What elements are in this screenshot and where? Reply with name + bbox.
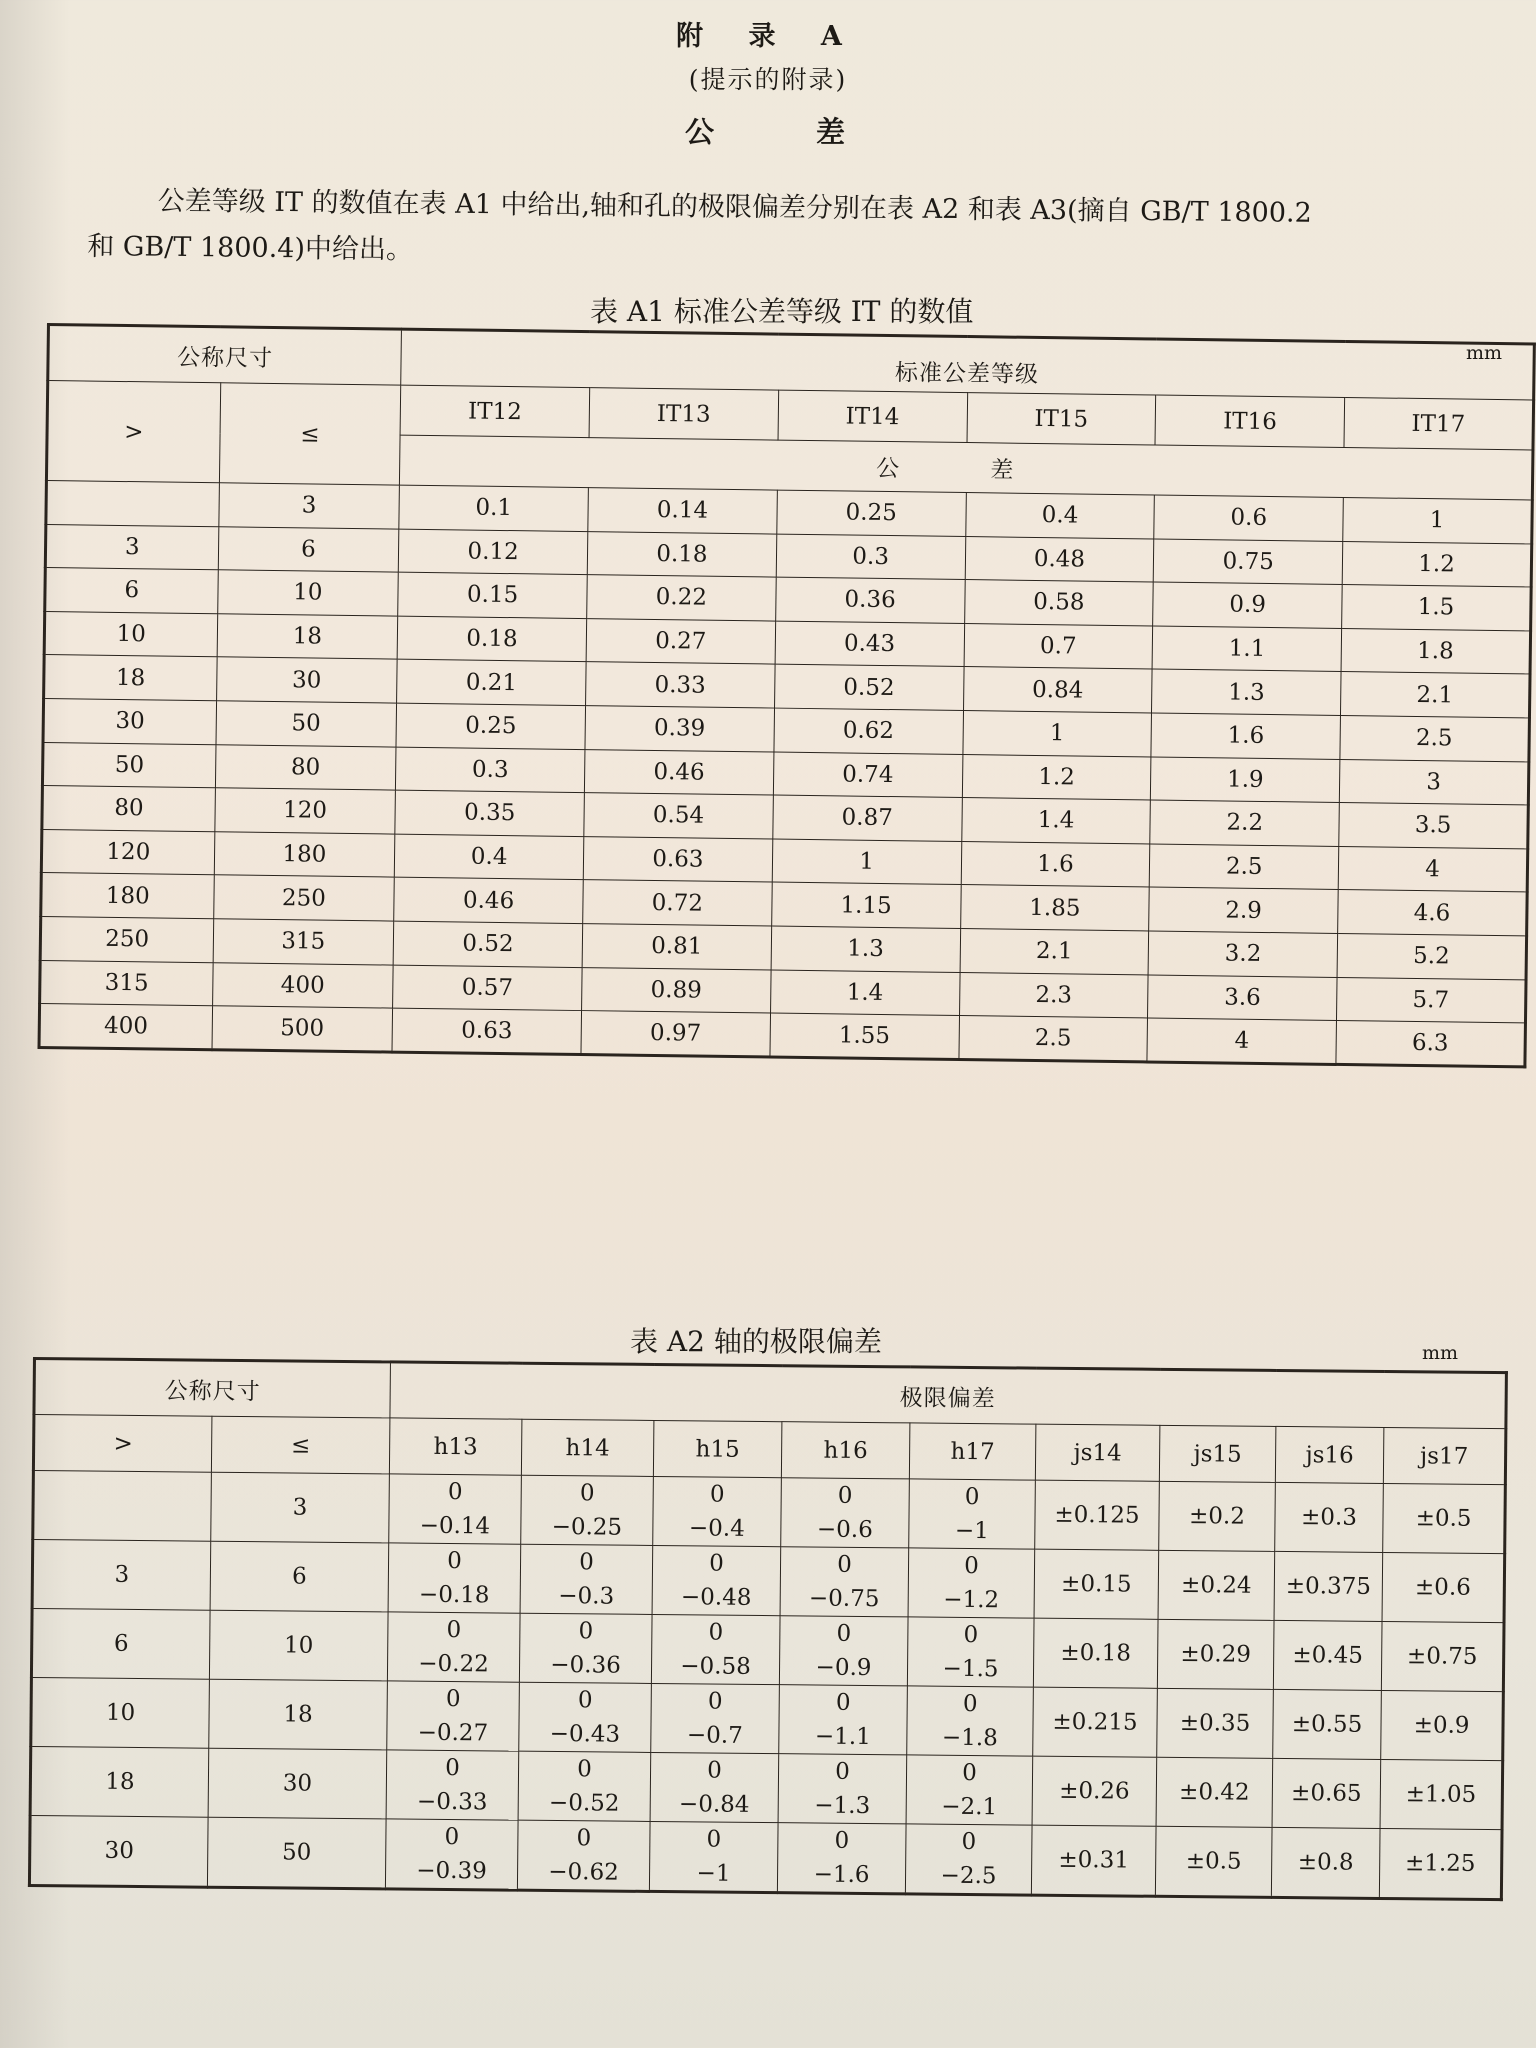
tolerance-cell: 1.15 [771,882,960,928]
size-le-cell: 50 [207,1817,386,1889]
size-gt-cell: 30 [29,1815,208,1887]
deviation-cell [905,1824,1032,1895]
tolerance-cell: 0.12 [398,529,587,575]
tolerance-cell: 0.97 [581,1011,770,1057]
tolerance-cell: 0.14 [588,488,777,534]
intro-paragraph [87,178,1536,286]
col-header-h13: h13 [389,1418,522,1475]
tolerance-cell: 4 [1338,846,1527,892]
tolerance-cell: 1.2 [962,754,1151,800]
intro-line-1: 公差等级 IT 的数值在表 A1 中给出,轴和孔的极限偏差分别在表 A2 和表 A3(摘自 GB/T 1800.2 [157,185,1312,229]
tolerance-cell: 0.6 [1154,495,1343,541]
tolerance-cell: 1.1 [1152,626,1341,672]
upper-deviation: 0 [835,1758,850,1785]
tolerance-cell: 0.1 [399,485,588,531]
upper-deviation: 0 [837,1551,852,1578]
tolerance-cell: 0.3 [776,534,965,580]
upper-deviation: 0 [577,1756,593,1783]
symmetric-deviation-cell: ±0.45 [1273,1620,1382,1690]
tolerance-cell: 2.3 [959,972,1148,1018]
tolerance-cell: 2.1 [960,928,1149,974]
tolerance-cell: 0.33 [586,662,775,708]
le-header: ≤ [219,383,401,485]
tolerance-cell: 3.6 [1148,975,1337,1021]
symmetric-deviation-cell: ±0.26 [1032,1756,1157,1826]
lower-deviation: −0.39 [416,1857,487,1885]
size-gt-cell: 10 [44,611,217,657]
col-header-it16: IT16 [1155,395,1344,447]
tolerance-cell: 0.46 [584,749,773,795]
table-a2 [28,1357,1508,1901]
tolerance-cell: 1.85 [960,885,1149,931]
table-a1-unit: mm [1466,342,1503,364]
upper-deviation: 0 [578,1618,594,1645]
size-gt-cell: 6 [31,1609,210,1680]
table-row [29,1815,1502,1899]
upper-deviation: 0 [708,1619,724,1646]
symmetric-deviation-cell: ±0.5 [1155,1826,1272,1897]
symmetric-deviation-cell: ±0.5 [1383,1483,1506,1553]
lower-deviation: −0.58 [680,1653,751,1680]
size-le-cell: 315 [213,919,394,965]
lower-deviation: −0.33 [416,1788,488,1816]
lower-deviation: −2.5 [940,1862,997,1890]
tolerance-cell: 5.7 [1337,977,1526,1023]
size-gt-cell: 18 [30,1746,209,1817]
deviation-cell [519,1613,652,1683]
upper-deviation: 0 [964,1483,980,1511]
size-le-cell: 250 [213,875,394,921]
size-gt-cell: 3 [32,1540,211,1611]
lower-deviation: −0.75 [808,1585,880,1613]
size-le-cell: 180 [214,831,395,877]
tolerance-cell: 1 [772,839,961,885]
lower-deviation: −1.8 [941,1724,998,1752]
symmetric-deviation-cell: ±0.6 [1382,1552,1505,1622]
deviation-cell [518,1751,651,1821]
upper-deviation: 0 [835,1689,851,1716]
upper-deviation: 0 [579,1549,594,1576]
lower-deviation: −0.22 [418,1650,489,1678]
tolerance-cell: 0.36 [775,577,964,623]
upper-deviation: 0 [962,1759,977,1787]
size-gt-cell: 3 [45,524,218,570]
size-gt-cell: 30 [43,698,216,744]
size-le-cell: 500 [212,1006,393,1052]
symmetric-deviation-cell: ±0.15 [1034,1549,1159,1619]
deviation-cell [907,1617,1034,1687]
symmetric-deviation-cell: ±0.125 [1035,1480,1160,1550]
tolerance-cell: 5.2 [1337,933,1526,979]
tolerance-cell: 0.54 [584,793,773,839]
tolerance-cell: 1.4 [770,970,959,1016]
deviation-cell [909,1479,1036,1549]
tolerance-cell: 2.2 [1150,800,1339,846]
tolerance-cell: 0.63 [392,1008,581,1054]
lower-deviation: −0.52 [548,1789,620,1817]
gt-header: > [46,381,220,483]
tolerance-cell: 1.9 [1151,757,1340,803]
deviation-cell [387,1612,520,1682]
size-gt-cell: 400 [39,1004,212,1050]
tolerance-cell: 0.84 [963,667,1152,713]
symmetric-deviation-cell: ±0.42 [1156,1757,1273,1827]
table-a2-caption: 表 A2 轴的极限偏差 [630,1325,882,1358]
symmetric-deviation-cell: ±1.25 [1379,1828,1502,1899]
lower-deviation: −0.84 [678,1791,750,1818]
deviation-cell [651,1683,780,1753]
tolerance-cell: 1.6 [961,841,1150,887]
upper-deviation: 0 [576,1825,592,1852]
upper-deviation: 0 [706,1826,722,1853]
nominal-size-header: 公称尺寸 [48,325,402,386]
tolerance-cell: 6.3 [1336,1021,1525,1067]
lower-deviation: −0.6 [816,1516,873,1544]
symmetric-deviation-cell: ±0.9 [1381,1690,1504,1760]
symmetric-deviation-cell: ±0.24 [1158,1550,1275,1620]
lower-deviation: −0.7 [686,1722,743,1749]
tolerance-cell: 0.4 [394,834,583,880]
deviation-cell [779,1616,908,1686]
size-gt-cell: 315 [40,960,213,1006]
size-gt-cell [46,481,219,527]
col-header-h14: h14 [521,1419,654,1476]
section-title: 公 差 [684,115,892,149]
upper-deviation: 0 [837,1482,853,1509]
table-a2-unit: mm [1422,1342,1459,1364]
tolerance-cell: 0.9 [1153,582,1342,628]
size-le-cell: 6 [210,1541,389,1612]
symmetric-deviation-cell: ±0.35 [1157,1688,1274,1758]
tolerance-cell: 0.62 [774,708,963,754]
tolerance-cell: 0.74 [773,752,962,798]
symmetric-deviation-cell: ±0.75 [1381,1621,1504,1691]
size-le-cell: 10 [209,1610,388,1681]
size-le-cell: 120 [214,788,395,834]
upper-deviation: 0 [447,1547,462,1575]
lower-deviation: −0.18 [418,1581,490,1609]
symmetric-deviation-cell: ±0.31 [1031,1825,1156,1896]
tolerance-cell: 1 [1343,497,1532,543]
upper-deviation: 0 [961,1828,977,1856]
col-header-it14: IT14 [778,390,967,442]
upper-deviation: 0 [447,1478,463,1506]
symmetric-deviation-cell: ±0.3 [1275,1482,1384,1552]
tolerance-cell: 1.55 [770,1013,959,1059]
col-header-h15: h15 [653,1420,782,1477]
symmetric-deviation-cell: ±0.18 [1033,1618,1158,1688]
grade-group-header: 标准公差等级 [401,329,1534,400]
lower-deviation: −0.4 [688,1515,745,1542]
appendix-heading: 附 录 A [676,21,860,52]
intro-line-2: 和 GB/T 1800.4)中给出。 [87,230,414,266]
tolerance-cell: 1 [962,710,1151,756]
size-gt-cell: 250 [40,916,213,962]
symmetric-deviation-cell: ±0.65 [1272,1758,1381,1828]
tolerance-cell: 2.1 [1341,672,1530,718]
a2-gt-header: > [33,1415,212,1473]
size-le-cell: 18 [209,1679,388,1750]
size-le-cell: 3 [218,483,399,529]
tolerance-cell: 0.3 [396,747,585,793]
tolerance-cell: 1.3 [1152,669,1341,715]
tolerance-cell: 2.5 [1340,715,1529,761]
col-header-js17: js17 [1383,1427,1506,1484]
col-header-it13: IT13 [589,388,778,440]
lower-deviation: −0.14 [419,1512,491,1540]
lower-deviation: −0.48 [680,1584,752,1611]
a2-nominal-size-header: 公称尺寸 [34,1359,391,1418]
tolerance-cell: 0.18 [587,531,776,577]
table-a1-caption: 表 A1 标准公差等级 IT 的数值 [590,295,974,328]
upper-deviation: 0 [707,1688,723,1715]
size-le-cell: 400 [212,962,393,1008]
size-le-cell: 3 [211,1472,390,1543]
size-gt-cell [33,1471,212,1542]
tolerance-cell: 2.5 [958,1016,1147,1062]
deviation-cell [777,1823,906,1894]
tolerance-cell: 0.52 [774,664,963,710]
lower-deviation: −1.6 [813,1861,870,1889]
upper-deviation: 0 [444,1823,460,1851]
upper-deviation: 0 [964,1552,979,1580]
tolerance-cell: 0.48 [965,536,1154,582]
tolerance-cell: 4.6 [1338,890,1527,936]
tolerance-header: 公 差 [400,435,1533,500]
tolerance-cell: 1.2 [1342,541,1531,587]
tolerance-cell: 0.75 [1154,539,1343,585]
deviation-cell [906,1755,1033,1825]
upper-deviation: 0 [834,1827,850,1854]
tolerance-cell: 2.5 [1150,844,1339,890]
size-le-cell: 10 [217,570,398,616]
tolerance-cell: 3.2 [1148,931,1337,977]
tolerance-cell: 0.22 [587,575,776,621]
deviation-cell [388,1543,521,1613]
lower-deviation: −0.27 [417,1719,489,1747]
tolerance-cell: 1.8 [1341,628,1530,674]
deviation-cell [517,1820,650,1891]
deviation-cell [519,1682,652,1752]
symmetric-deviation-cell: ±0.55 [1273,1689,1382,1759]
deviation-cell [779,1685,908,1755]
tolerance-cell: 0.72 [583,880,772,926]
tolerance-cell: 0.27 [586,618,775,664]
upper-deviation: 0 [963,1621,979,1649]
tolerance-cell: 0.43 [775,621,964,667]
lower-deviation: −0.25 [551,1513,623,1541]
symmetric-deviation-cell: ±0.8 [1271,1827,1380,1898]
tolerance-cell: 0.89 [582,967,771,1013]
table-a1 [38,323,1536,1068]
deviation-cell [778,1754,907,1824]
tolerance-cell: 1.4 [961,798,1150,844]
tolerance-cell: 1.5 [1342,585,1531,631]
lower-deviation: −0.62 [548,1858,619,1886]
upper-deviation: 0 [445,1685,461,1713]
deviation-cell [385,1819,518,1890]
upper-deviation: 0 [446,1616,462,1644]
col-header-js15: js15 [1159,1425,1276,1482]
tolerance-cell: 0.35 [395,790,584,836]
deviation-cell [908,1548,1035,1618]
deviation-cell [653,1476,782,1546]
deviation-cell [520,1544,653,1614]
lower-deviation: −2.1 [941,1793,998,1821]
size-gt-cell: 50 [42,742,215,788]
size-gt-cell: 18 [44,655,217,701]
size-gt-cell: 80 [42,786,215,832]
lower-deviation: −0.43 [549,1720,621,1748]
deviation-cell [650,1752,779,1822]
size-le-cell: 30 [208,1748,387,1819]
lower-deviation: −1.3 [814,1792,871,1820]
size-gt-cell: 120 [41,829,214,875]
lower-deviation: −1.5 [942,1655,999,1683]
symmetric-deviation-cell: ±0.215 [1033,1687,1158,1757]
col-header-it15: IT15 [967,393,1156,445]
lower-deviation: −1 [954,1517,989,1545]
lower-deviation: −1.1 [814,1723,871,1751]
deviation-cell [781,1478,910,1548]
appendix-subtitle: (提示的附录) [688,65,848,94]
col-header-it12: IT12 [400,385,589,437]
tolerance-cell: 0.15 [398,572,587,618]
col-header-it17: IT17 [1344,397,1534,449]
tolerance-cell: 1.6 [1151,713,1340,759]
symmetric-deviation-cell: ±0.375 [1274,1551,1383,1621]
tolerance-cell: 0.46 [394,877,583,923]
tolerance-cell: 0.87 [773,795,962,841]
a2-le-header: ≤ [211,1416,390,1474]
size-le-cell: 6 [218,526,399,572]
deviation-cell [907,1686,1034,1756]
deviation-cell [521,1475,654,1545]
symmetric-deviation-cell: ±1.05 [1380,1759,1503,1829]
tolerance-cell: 0.52 [393,921,582,967]
tolerance-cell: 1.3 [771,926,960,972]
deviation-cell [387,1681,520,1751]
tolerance-cell: 0.21 [397,659,586,705]
deviation-cell [649,1821,778,1892]
tolerance-cell: 0.4 [965,493,1154,539]
tolerance-cell: 0.25 [777,490,966,536]
lower-deviation: −0.36 [550,1651,621,1679]
deviation-cell [389,1474,522,1544]
col-header-js16: js16 [1275,1426,1384,1483]
size-le-cell: 50 [216,701,397,747]
symmetric-deviation-cell: ±0.2 [1159,1481,1276,1551]
size-le-cell: 80 [215,744,396,790]
tolerance-cell: 2.9 [1149,887,1338,933]
tolerance-cell: 0.39 [585,706,774,752]
deviation-cell [780,1547,909,1617]
tolerance-cell: 3.5 [1339,803,1528,849]
tolerance-cell: 0.81 [582,924,771,970]
limit-deviation-header: 极限偏差 [390,1362,1507,1429]
size-le-cell: 18 [217,614,398,660]
tolerance-cell: 0.18 [397,616,586,662]
tolerance-cell: 0.7 [964,623,1153,669]
tolerance-cell: 0.63 [583,836,772,882]
upper-deviation: 0 [445,1754,461,1782]
upper-deviation: 0 [962,1690,978,1718]
size-gt-cell: 10 [31,1677,210,1748]
upper-deviation: 0 [577,1687,593,1714]
col-header-h16: h16 [781,1422,910,1479]
lower-deviation: −0.9 [815,1654,872,1682]
upper-deviation: 0 [707,1757,722,1784]
upper-deviation: 0 [836,1620,852,1647]
deviation-cell [386,1750,519,1820]
tolerance-cell: 3 [1339,759,1528,805]
size-le-cell: 30 [216,657,397,703]
lower-deviation: −1.2 [943,1586,1000,1614]
deviation-cell [651,1614,780,1684]
lower-deviation: −0.3 [558,1583,615,1610]
upper-deviation: 0 [579,1480,595,1507]
size-gt-cell: 180 [41,873,214,919]
tolerance-cell: 0.57 [393,965,582,1011]
symmetric-deviation-cell: ±0.29 [1157,1619,1274,1689]
tolerance-cell: 0.25 [396,703,585,749]
col-header-h17: h17 [909,1423,1036,1480]
upper-deviation: 0 [709,1550,724,1577]
deviation-cell [652,1545,781,1615]
tolerance-cell: 0.58 [964,580,1153,626]
size-gt-cell: 6 [45,568,218,614]
lower-deviation: −1 [696,1860,731,1887]
tolerance-cell: 4 [1147,1018,1336,1064]
col-header-js14: js14 [1035,1424,1160,1481]
upper-deviation: 0 [709,1481,725,1508]
